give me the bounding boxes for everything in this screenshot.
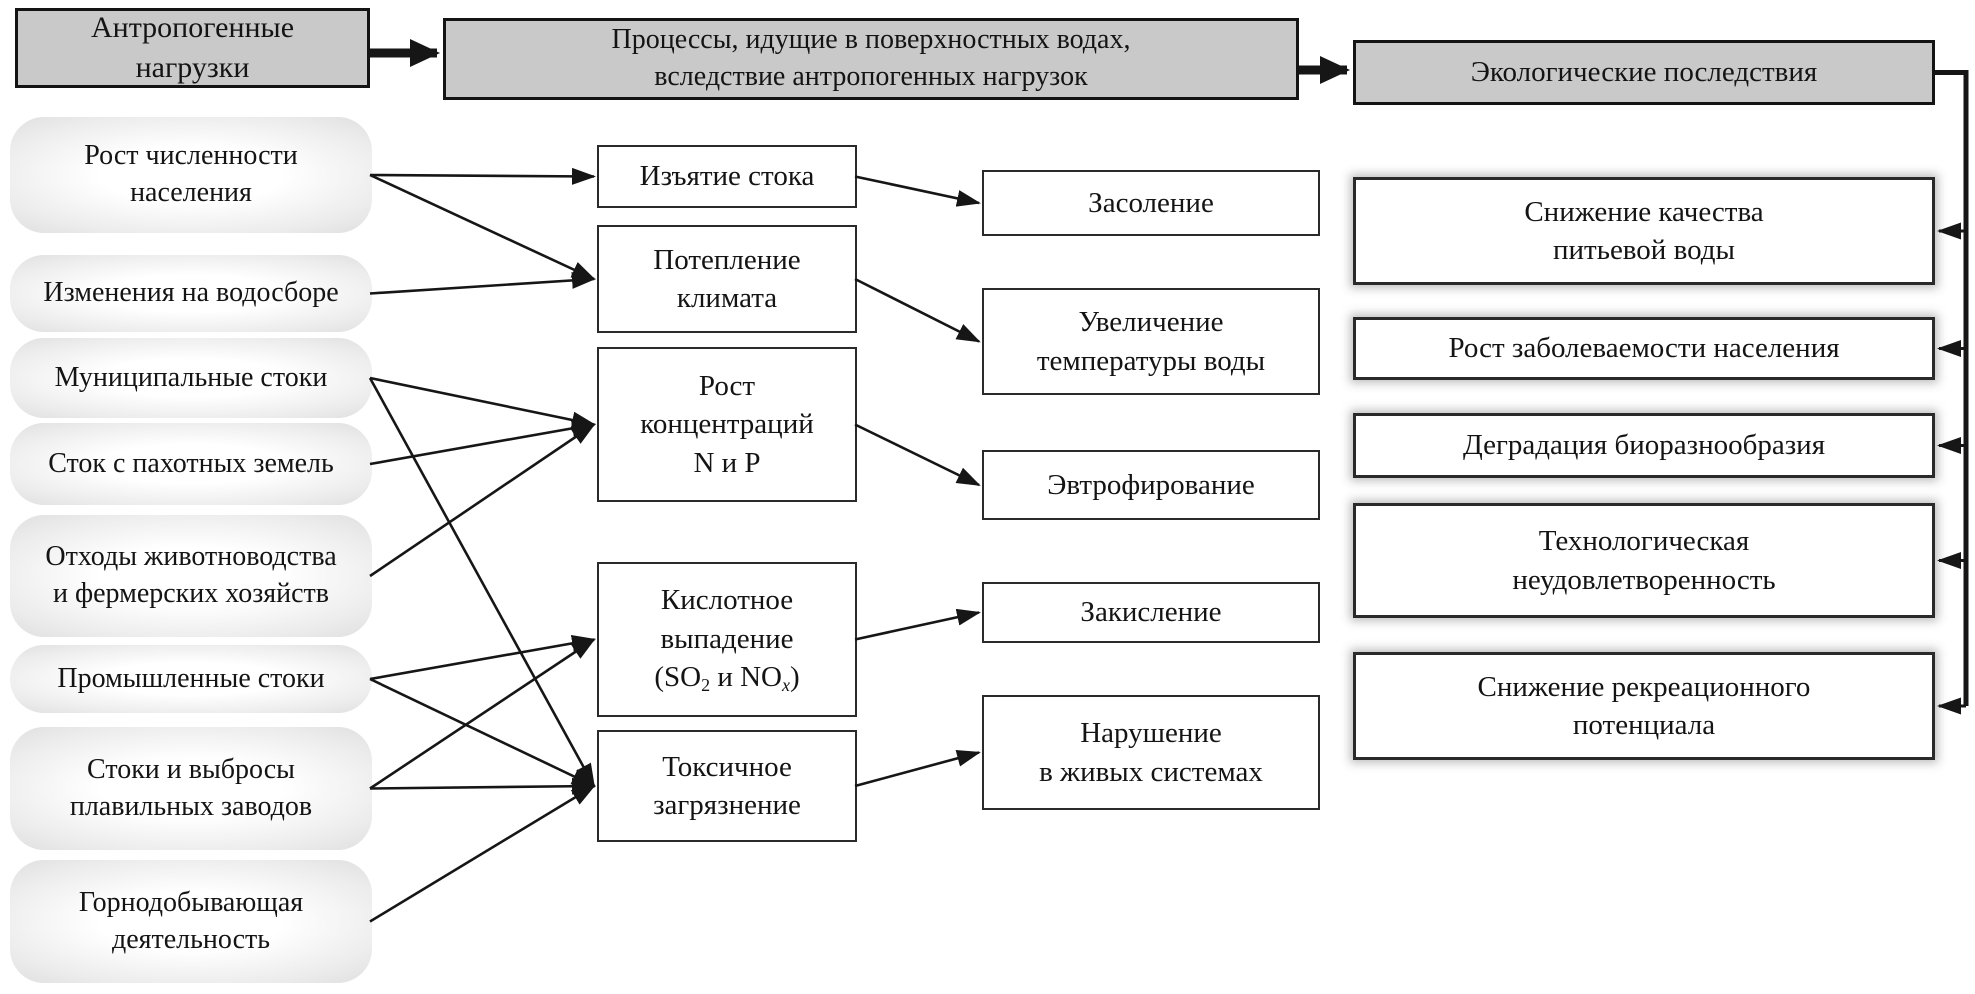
label-line: N и P (693, 446, 761, 479)
consequence-recreational-potential (1353, 652, 1935, 760)
label-line: Рост (698, 370, 756, 403)
label-line: загрязнение (653, 789, 801, 821)
label-line: Снижение качества (1524, 195, 1764, 228)
process-flow-withdrawal (597, 145, 857, 208)
label-line: Изменения на водосборе (43, 277, 339, 309)
label-line: Кислотное (660, 584, 794, 617)
consequence-morbidity-growth (1353, 317, 1935, 380)
process-toxic-pollution (597, 730, 857, 842)
label-line: Засоление (1088, 186, 1214, 219)
label-line: и фермерских хозяйств (52, 578, 330, 609)
effect-acidification (982, 582, 1320, 643)
label-line: Рост заболеваемости населения (1448, 332, 1840, 365)
label-line: в живых системах (1039, 755, 1263, 788)
label-line: Снижение рекреационного (1477, 670, 1811, 703)
consequence-drinking-water-quality (1353, 177, 1935, 285)
label-line: питьевой воды (1553, 234, 1735, 266)
subscript: 2 (701, 674, 711, 695)
label-line: Стоки и выбросы (87, 753, 295, 785)
header-line: вследствие антропогенных нагрузок (654, 61, 1088, 92)
header-line: Антропогенные (90, 11, 295, 45)
label-line: Нарушение (1080, 717, 1222, 750)
label-line: Потепление (653, 243, 801, 276)
load-arable-land-runoff (10, 423, 372, 505)
consequence-biodiversity-degradation (1353, 413, 1935, 478)
label-line: Закисление (1080, 596, 1222, 629)
load-mining-activity (10, 860, 372, 983)
load-catchment-changes (10, 255, 372, 332)
consequence-technological-dissatisfaction (1353, 503, 1935, 618)
label-line: плавильных заводов (69, 790, 313, 822)
header-line: нагрузки (135, 51, 250, 84)
label-line: деятельность (111, 923, 271, 955)
label-line: Отходы животноводства (45, 541, 337, 573)
load-industrial-wastewater (10, 645, 372, 713)
load-smelter-discharges (10, 727, 372, 850)
header-line: Процессы, идущие в поверхностных водах, (611, 24, 1131, 56)
label-line: Технологическая (1538, 525, 1750, 558)
effect-eutrophication (982, 450, 1320, 520)
effect-salinization (982, 170, 1320, 236)
subscript: x (781, 674, 790, 695)
header-processes (443, 18, 1299, 100)
label-line: Изъятие стока (639, 160, 815, 193)
label-line: Рост численности (84, 140, 298, 172)
label-line: Деградация биоразнообразия (1462, 429, 1826, 462)
label-line: Муниципальные стоки (54, 361, 328, 393)
label-line: Горнодобывающая (78, 886, 304, 918)
label-line: неудовлетворенность (1512, 563, 1776, 596)
label-line: Промышленные стоки (57, 662, 325, 694)
process-acid-deposition (597, 562, 857, 717)
label-line: потенциала (1572, 709, 1716, 741)
effect-living-systems-disruption (982, 695, 1320, 810)
process-climate-warming (597, 225, 857, 333)
label-line: Токсичное (662, 750, 792, 783)
load-municipal-wastewater (10, 338, 372, 418)
label-line: Сток с пахотных земель (48, 447, 334, 479)
label-line: концентраций (640, 408, 814, 441)
label-line: выпадение (660, 622, 794, 655)
label-line: климата (676, 282, 778, 314)
load-population-growth (10, 117, 372, 233)
effect-water-temperature-increase (982, 288, 1320, 395)
header-anthropogenic-loads (15, 8, 370, 88)
load-livestock-farm-waste (10, 515, 372, 637)
process-np-concentration-growth (597, 347, 857, 502)
header-line: Экологические последствия (1470, 56, 1818, 89)
header-ecological-consequences (1353, 40, 1935, 105)
label-line: температуры воды (1036, 344, 1266, 377)
label-line: Увеличение (1078, 306, 1224, 339)
formula-line: ($SO_2$ и $NO_x$) (654, 660, 800, 695)
label-line: населения (130, 177, 252, 208)
label-line: Эвтрофирование (1047, 468, 1255, 501)
